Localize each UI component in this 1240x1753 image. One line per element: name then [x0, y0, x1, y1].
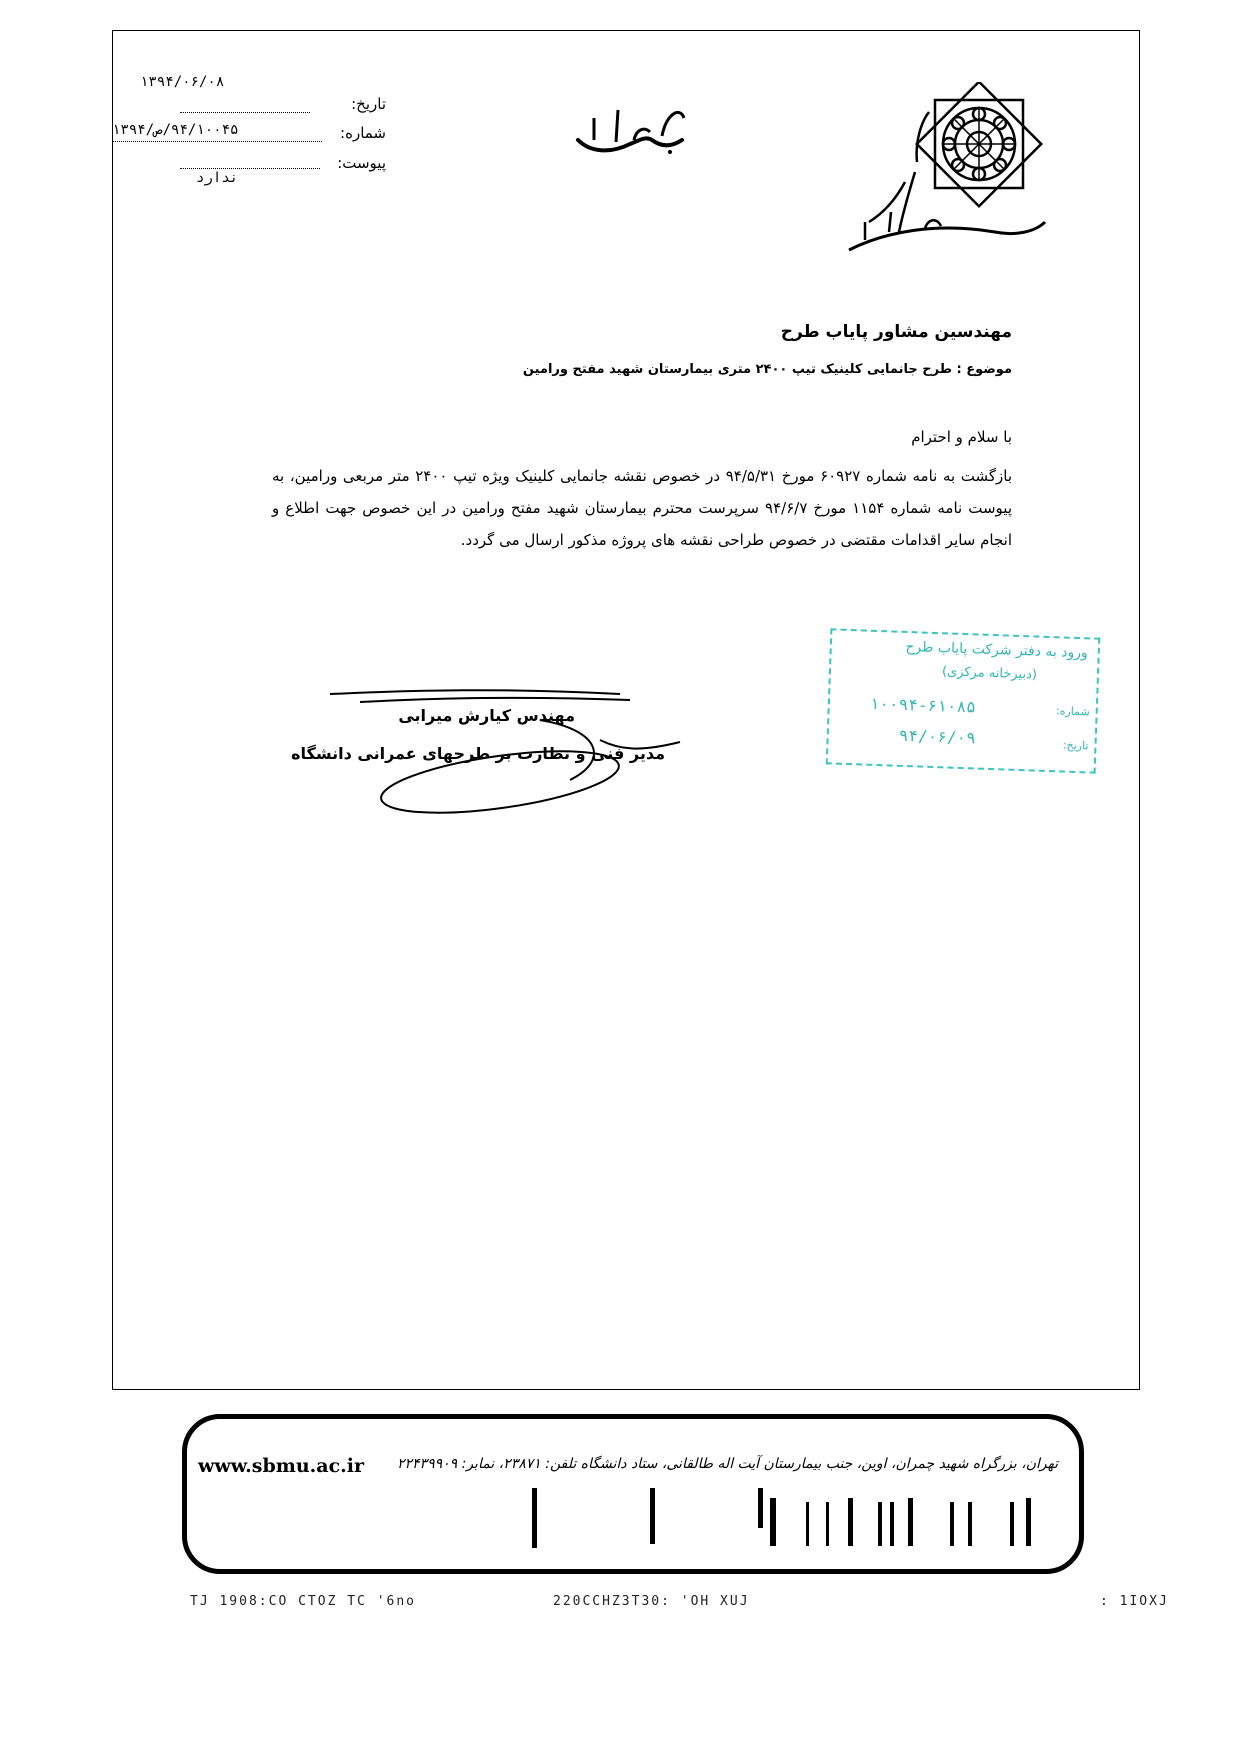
- signatory-name: مهندس کیارش میرابی: [398, 706, 575, 725]
- attachment-dotted-line: [180, 168, 320, 169]
- letter-body: بازگشت به نامه شماره ۶۰۹۲۷ مورخ ۹۴/۵/۳۱ در خصوص نقشه جانمایی کلینیک ویژه تیپ ۲۴۰۰ متر مربعی ورامین، به پیوست نامه شماره ۱۱۵۴ مورخ ۹۴/۶/۷ سرپرست محترم بیمارستان شهید مفتح ورامین در این خصوص جهت اطلاع و انجام سایر اقدامات مقتضی در خصوص طراحی نقشه های پروژه مذکور ارسال می گردد.: [272, 467, 1013, 549]
- recipient: مهندسین مشاور پایاب طرح: [780, 322, 1012, 342]
- fax-line-right: : 1IOXJ: [1100, 1594, 1169, 1609]
- fax-line-middle: 220CCHZ3T30: 'OH XUJ: [553, 1594, 750, 1609]
- attachment-value: ندارد: [196, 170, 239, 186]
- attachment-label: پیوست:: [337, 154, 386, 172]
- footer-barcode-decoration-icon: [470, 1488, 1070, 1558]
- attachment-row: [320, 154, 386, 172]
- university-emblem-icon: [845, 82, 1053, 257]
- stamp-title: ورود به دفتر شرکت پایاب طرح: [905, 638, 1089, 662]
- date-label: تاریخ:: [351, 95, 386, 113]
- stamp-date-value: ۹۴/۰۶/۰۹: [898, 725, 977, 748]
- greeting: با سلام و احترام: [911, 428, 1012, 446]
- subject-line: موضوع : طرح جانمایی کلینیک تیپ ۲۴۰۰ متری بیمارستان شهید مفتح ورامین: [522, 362, 1012, 377]
- number-value: ۹۴/۱۰۰۴۵/ص/۱۳۹۴: [112, 122, 239, 138]
- number-row: [318, 124, 386, 142]
- date-dotted-line: [180, 112, 310, 113]
- incoming-stamp: [826, 628, 1101, 773]
- date-value: ۱۳۹۴/۰۶/۰۸: [140, 74, 225, 90]
- stamp-number-value: ۱۰۰۹۴-۶۱۰۸۵: [869, 693, 977, 717]
- number-dotted-line: [112, 141, 322, 142]
- stamp-date-label: تاریخ:: [1062, 738, 1089, 753]
- number-label: شماره:: [340, 124, 386, 142]
- university-logo: [845, 82, 1053, 257]
- stamp-number-label: شماره:: [1055, 704, 1090, 719]
- footer-website: www.sbmu.ac.ir: [198, 1455, 365, 1477]
- signatory-title: مدیر فنی و نظارت بر طرحهای عمرانی دانشگاه: [291, 744, 665, 763]
- date-row: [312, 95, 386, 113]
- basmala-calligraphy-icon: [570, 96, 690, 160]
- basmala: [570, 96, 690, 160]
- stamp-subtitle: (دبیرخانه مرکزی): [941, 664, 1038, 683]
- footer-address: تهران، بزرگراه شهید چمران، اوین، جنب بیمارستان آیت اله طالقانی، ستاد دانشگاه تلفن: ۲۳۸۷۱، نمابر: ۲۲۴۳۹۹۰۹: [397, 1456, 1058, 1472]
- fax-line-left: TJ 1908:CO CTOZ TC '6no: [190, 1594, 417, 1609]
